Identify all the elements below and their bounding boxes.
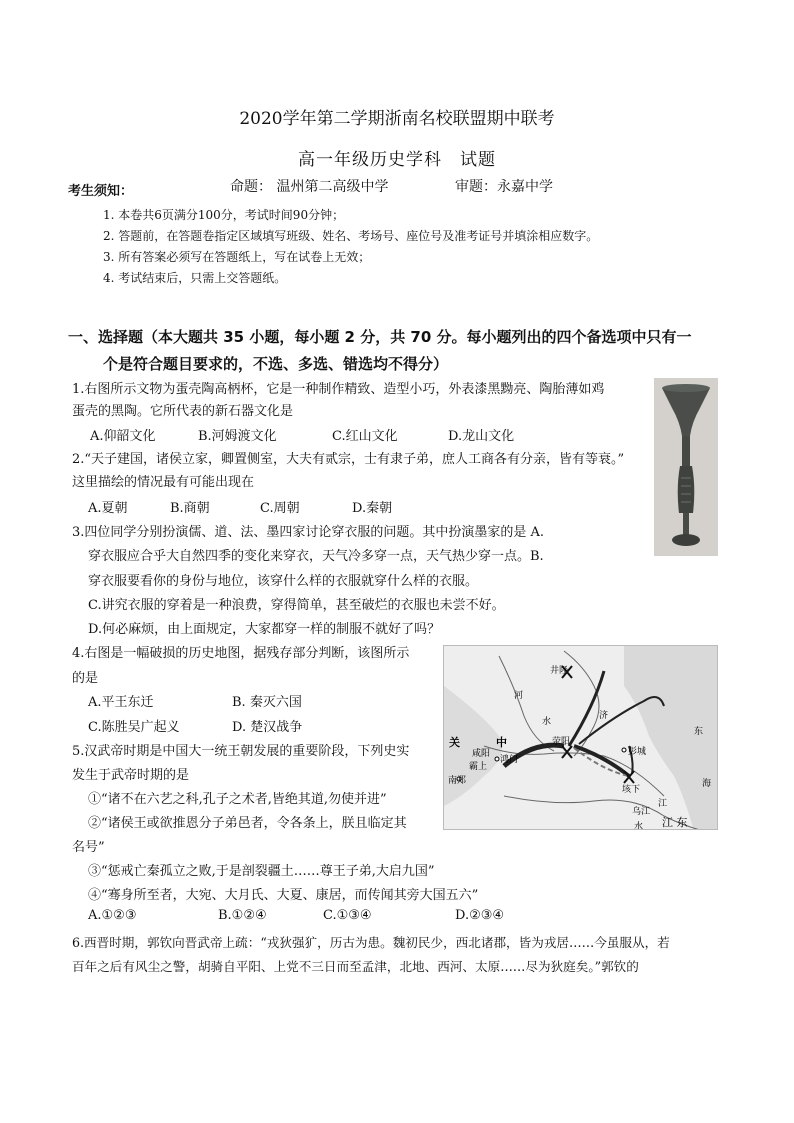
notice-item: 3. 所有答案必须写在答题纸上，写在试卷上无效；: [103, 250, 371, 264]
q3-option-c: C.讲究衣服的穿着是一种浪费，穿得简单，甚至破烂的衣服也未尝不好。: [88, 598, 505, 613]
q5-item-2-cont: 名号”: [72, 840, 105, 855]
map-label-pengcheng: 彭城: [628, 747, 647, 757]
map-label-wujiang: 乌江: [632, 807, 651, 817]
map-label-bashang: 霸上: [469, 762, 488, 772]
q5-item-2: ②“诸侯王或欲推恩分子弟邑者，令各条上，朕且临定其: [88, 816, 407, 831]
notice-item: 2. 答题前，在答题卷指定区域填写班级、姓名、考场号、座位号及准考证号并填涂相应数字。: [103, 229, 599, 243]
q2-option-c: C.周朝: [260, 501, 300, 516]
reviewer-info: 审题：永嘉中学: [455, 179, 553, 195]
q4-option-d: D. 楚汉战争: [232, 720, 303, 735]
map-label-dong: 东: [694, 727, 704, 737]
q1-option-b: B.河姆渡文化: [198, 429, 277, 444]
question-4: 4.右图是一幅破损的历史地图，据残存部分判断，该图所示: [72, 646, 410, 661]
pottery-cup-image: [654, 378, 718, 556]
question-1: 1.右图所示文物为蛋壳陶高柄杯，它是一种制作精致、造型小巧，外表漆黑黝亮、陶胎薄如鸡: [72, 382, 605, 397]
map-label-nanzheng: 南郑: [448, 776, 467, 786]
q4-option-b: B. 秦灭六国: [232, 695, 302, 710]
q5-option-c: C.①③④: [323, 908, 372, 923]
q5-option-d: D.②③④: [455, 908, 505, 923]
map-label-xianyang: 咸阳: [472, 749, 491, 759]
q5-item-4: ④“骞身所至者，大宛、大月氏、大夏、康居，而传闻其旁大国五六”: [88, 888, 479, 903]
question-2: 2.“天子建国，诸侯立家，卿置侧室，大夫有贰宗，士有隶子弟，庶人工商各有分亲，皆有等衰。”: [72, 452, 625, 467]
notice-item: 1. 本卷共6页满分100分，考试时间90分钟；: [103, 208, 345, 222]
question-2-cont: 这里描绘的情况最有可能出现在: [72, 475, 255, 490]
question-3: 3.四位同学分别扮演儒、道、法、墨四家讨论穿衣服的问题。其中扮演墨家的是 A.: [72, 525, 545, 540]
q3-option-b-text: 穿衣服要看你的身份与地位，该穿什么样的衣服就穿什么样的衣服。: [88, 574, 479, 589]
map-label-guan: 关: [449, 736, 460, 749]
notice-item: 4. 考试结束后，只需上交答题纸。: [103, 271, 287, 285]
q3-option-d: D.何必麻烦，由上面规定，大家都穿一样的制服不就好了吗？: [88, 622, 441, 637]
q1-option-c: C.红山文化: [332, 429, 398, 444]
map-label-jiang: 江: [658, 799, 668, 809]
notice-label: 考生须知：: [68, 184, 134, 199]
map-label-he: 河: [514, 691, 524, 701]
map-label-hongmen: 鸿门: [500, 755, 519, 765]
map-label-shui2: 水: [634, 822, 644, 830]
question-5: 5.汉武帝时期是中国大一统王朝发展的重要阶段，下列史实: [72, 744, 410, 759]
map-label-shui: 水: [542, 717, 552, 727]
q5-option-a: A.①②③: [88, 908, 137, 923]
q4-option-c: C.陈胜吴广起义: [88, 720, 180, 735]
q5-item-1: ①“诸不在六艺之科,孔子之术者,皆绝其道,勿使并进”: [88, 792, 387, 807]
section-heading: 一、选择题（本大题共 35 小题，每小题 2 分，共 70 分。每小题列出的四个备选项中只有一: [68, 328, 692, 346]
historical-map: [443, 645, 718, 830]
map-label-gaixia: 垓下: [622, 785, 641, 795]
question-4-cont: 的是: [72, 671, 99, 686]
exam-title: 2020学年第二学期浙南名校联盟期中联考: [239, 109, 555, 129]
question-5-cont: 发生于武帝时期的是: [72, 768, 190, 783]
q1-option-a: A.仰韶文化: [90, 429, 156, 444]
question-6: 6.西晋时期，郭钦向晋武帝上疏：“戎狄强犷，历古为患。魏初民少，西北诸郡，皆为戎居……今虽服从，若: [72, 935, 670, 950]
q2-option-d: D.秦朝: [352, 501, 393, 516]
q5-option-b: B.①②④: [218, 908, 267, 923]
q3-option-a-text: 穿衣服应合乎大自然四季的变化来穿衣，天气冷多穿一点，天气热少穿一点。B.: [88, 549, 544, 564]
map-label-jingxing: 井陉: [550, 666, 569, 676]
question-6-cont: 百年之后有风尘之警，胡骑自平阳、上党不三日而至孟津，北地、西河、太原……尽为狄庭矣。”郭钦的: [72, 959, 639, 974]
exam-subtitle: 高一年级历史学科 试题: [298, 150, 496, 170]
q2-option-a: A.夏朝: [88, 501, 128, 516]
map-label-hai: 海: [702, 779, 712, 789]
map-label-jiangdong: 江 东: [662, 816, 688, 829]
map-label-zhong: 中: [496, 736, 507, 749]
q1-option-d: D.龙山文化: [448, 429, 515, 444]
q5-item-3: ③“惩戒亡秦孤立之败,于是剖裂疆土……尊王子弟,大启九国”: [88, 864, 435, 879]
q4-option-a: A.平王东迁: [88, 695, 154, 710]
q2-option-b: B.商朝: [170, 501, 210, 516]
map-label-ji: 济: [599, 711, 609, 721]
section-heading-cont: 个是符合题目要求的，不选、多选、错选均不得分）: [103, 355, 449, 373]
question-1-cont: 蛋壳的黑陶。它所代表的新石器文化是: [72, 404, 294, 419]
setter-info: 命题： 温州第二高级中学: [230, 179, 389, 195]
map-label-xingyang: 荥阳: [552, 737, 571, 747]
